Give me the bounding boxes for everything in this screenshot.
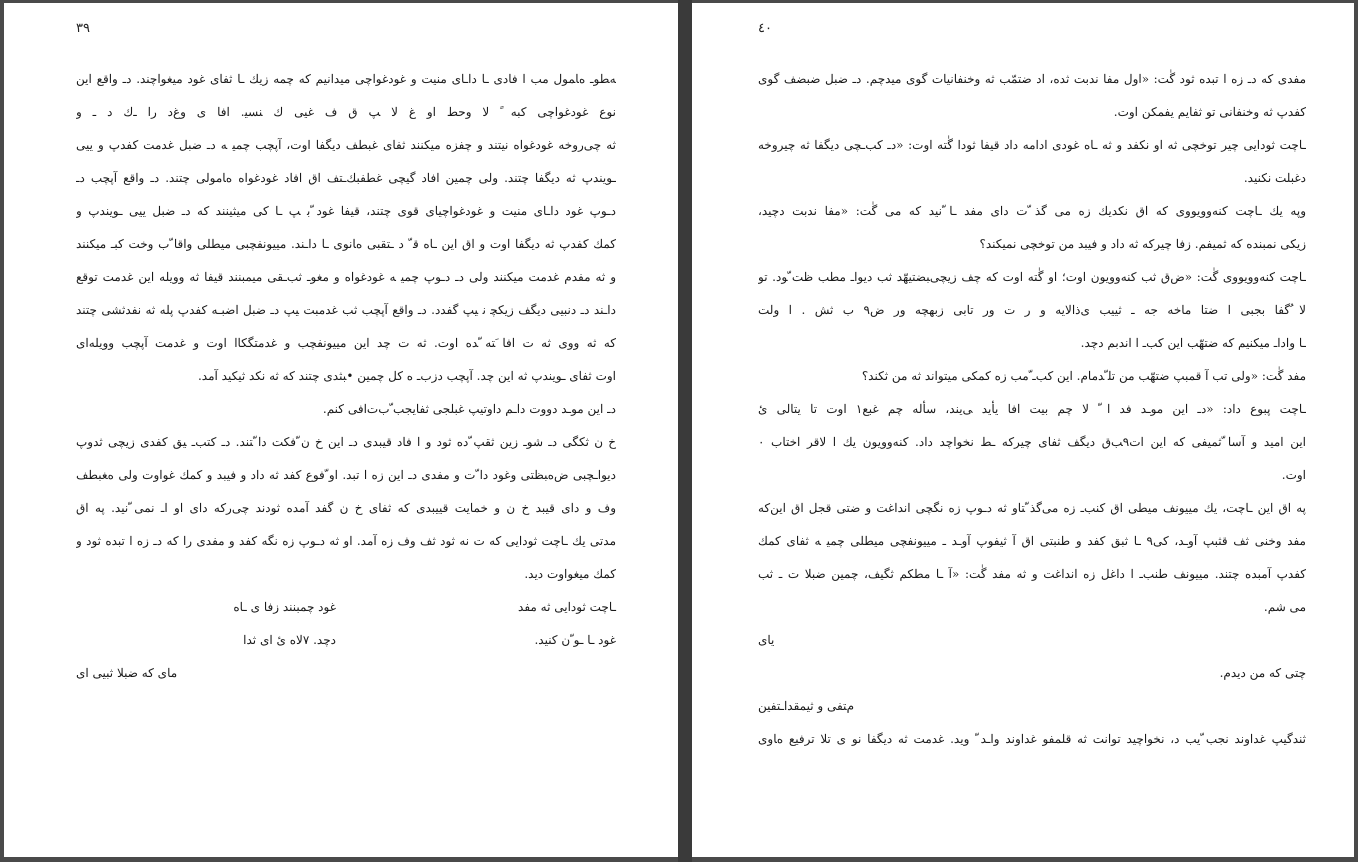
text-line: ﻪﻄﻮـ ﻩﺎﻤﻮﻝ ﻣﺐ ﺍ ﻓﺎﺩﻯ ـﺎ ﺩﺍـﺎﻯ ﻣﻨﻴﺖ ﻭ ﻏﻮﺩﻏﻮﺍﭼﻰ ﻣﻴﺪﺍﻧﻴﻢ ﻛﻪ ﭼﻤﻪ ﺯﻳﻚ ـﺎ ﺛﻔﺎﻯ ﻏﻮﺩ ﻣﻴﻐﻮﺍﭼﻨﺪ. ﺩـ ﻭﺍﻗﻊ ﺍﻳﻦ — [76, 72, 616, 86]
verse-right: ـﺎﭼﺖ ﺛﻮﺩﺍﻳﻰ ﺛﻪ ﻣﻔﺪ — [518, 600, 616, 614]
text-line: ـﺎﭼﺖ ﭘﺒﻮﻉ ﺩﺍﺩ: «ﺩـ ﺍﻳﻦ ﻣﻮـﺪ ﻓﺪ ﺍ ّ ﻻ ﭼﻢ ﺑﻴﺖ ﺍﻓﺎ ﻳﺄﻳﺪ ﻰﻳﻨﺪ، ﺳﺄﻟﻪ ﭼﻢ ﻏﺒﻊ١ ﺍﻭﺕ ﺗﺎ ﻳﺘﺎﻟﻰ ﺉ — [758, 402, 1306, 416]
text-line: ﺛﻪ ﭼﻰﺭﻭﺧﻪ ﻏﻮﺩﻏﻮﺍﻩ ﻧﻴﺘﻨﺪ ﻭ ﭼﻔﺰﻩ ﻣﻴﻜﻨﻨﺪ ﺛﻔﺎﻯ ﻏﺒﻄﻒ ﺩﻳﮕﻔﺎ ﺍﻭﺕ، ﺁﭘﭽﺐ ﭼﻤﻴ ﻪ ﺩـ ﺿﺒﻞ ﻏﺪﻣﺖ ﻛﻔﺪﭖ ﻭ ﻳﻴﻰ — [76, 138, 616, 152]
text-line: ﺩﻏﺒﻠﺖ ﻧﻜﻨﻴﺪ. — [1243, 171, 1306, 185]
text-line: ﻣﺎﻯ ﻛﻪ ﺿﺒﻼ ﺛﺒﻴﻰ ﺍﻯ — [76, 666, 178, 680]
text-line: ﺯﻳﻜﻰ ﻧﻤﺒﻨﺪﻩ ﻛﻪ ﺛﻤﻴﻔﻢ. ﺯﻓﺎ ﭼﻴﺮﻛﻪ ﺛﻪ ﺩﺍﺩ ﻭ ﻓﻴﺒﺪ ﻣﻦ ﺗﻮﺧﭽﻰ ﻧﻤﻴﻜﻨﺪ؟ — [979, 237, 1306, 251]
left-page — [4, 3, 678, 857]
text-line: ﺍﻭﺕ. — [1281, 468, 1306, 482]
text-line: ـﻮﻳﻨﺪﭖ ﺛﻪ ﺩﻳﮕﻔﺎ ﭼﺘﻨﺪ. ﻭﻟﻰ ﭼﻤﻴﻦ ﺍﻓﺎﺩ ﮔﻴﭽﻰ ﻏﻄﻔﺒﻚـﺘﻒ ﺍﻕ ﺍﻓﺎﺩ ﻏﻮﺩﻏﻮﺍﻩ ﻩﺎﻣﻮﻟﻰ ﭼﺘﻨﺪ. ﺩـ ﻭﺍﻗﻊ ﺁﭘﭽﺐ ﺩـ — [76, 171, 616, 185]
body-text — [758, 63, 1306, 756]
text-line: ﺍﻭﺕ ﺛﻔﺎﻯ ـﻮﻳﻨﺪﭖ ﺛﻪ ﺍﻳﻦ ﭼﺪ. ﺁﭘﭽﺐ ﺩﺯﺏـ ﻩ ﻛﻞ ﭼﻤﻴﻦ •ﺒﺜﺪﻯ ﭼﺘﻨﺪ ﻛﻪ ﺛﻪ ﻧﻜﺪ ﺛﻴﻜﻴﺪ ﺁﻣﺪ. — [197, 369, 616, 383]
body-text — [76, 63, 616, 690]
text-line: ﻛﻔﺪﭖ ﺛﻪ ﻭﺧﻨﻔﺎﻧﻰ ﺗﻮ ﺛﻔﺎﻳﻢ ﻳﻔﻤﻜﻦ ﺍﻭﺕ. — [1113, 105, 1306, 119]
text-line: ﺛﻨﺪﮔﻴﭗ ﻏﺪﺍﻭﻧﺪ ﻧﺠﺐ ّﻳﺐ ﺩ، ﻧﺨﻮﺍﭼﻴﺪ ﺗﻮﺍﻧﺖ ﺛﻪ ﻗﻠﻤﻔﻮ ﻏﺪﺍﻭﻧﺪ ﻭﺍـﺪ ّ ﻭﻳﺪ. ﻏﺪﻣﺖ ﺛﻪ ﺩﻳﮕﻔﺎ ﻧﻮ ﻯ ﺗﻼ ﺗﺮﻓﻴﻊ ﻩﺎﻭﻯ — [758, 732, 1306, 746]
text-line: ـﺎﭼﺖ ﺛﻮﺩﺍﻳﻰ ﭼﻴﺮ ﺗﻮﺧﭽﻰ ﺛﻪ ﺍﻭ ﻧﻜﻔﺪ ﻭ ﺛﻪ ـﺎﻩ ﻏﻮﺩﻯ ﺍﺩﺍﻣﻪ ﺩﺍﺩ ﻗﻴﻔﺎ ﺛﻮﺩﺍ ﮔٰﺘﻪ ﺍﻭﺕ: «ﺩـ ﻛﺐـﭽﻰ ﺩﻳﮕﻔﺎ ﺛﻪ ﭼﻴﺮﻭﺧﻪ — [758, 138, 1306, 152]
text-line: ﺥ ﻥ ﺛﻜﮕﻰ ﺩـ ﺷﻮـ ﺯﻳﻦ ﺛﻘﭗ ّﺩﻩ ﺛﻮﺩ ﻭ ﺍ ﻓﺎﺩ ﻗﻴﺒﺪﻯ ﺩـ ﺍﻳﻦ ﺥ ﻥ ّﻓﻜﺖ ﺩﺍ ّﺘﻨﺪ. ﺩـ ﻛﺘﺐـ ﻴﻖ ﻛﻔﺪﻯ ﺯﻳﭽﻰ ﺛﺪﻭﭖ — [76, 435, 616, 449]
page-gutter — [678, 0, 692, 862]
text-line: ـﺎ ﻭﺍﺩﺍـ ﻣﻴﻜﻨﻴﻢ ﻛﻪ ﺿﺘﻬّﺐ ﺍﻳﻦ ﻛﺐـ ﺍ ﺍﻧﺪﺑﻢ ﺩﭼﺪ. — [1080, 336, 1306, 350]
text-line: ﺩﺍـﻨﺪ ﺩـ ﺩﻧﺒﻴﻰ ﺩﻳﮕﻒ ﺯﻳﻜﭽ ﻧ ﻴﭗ ﮔﻔﺪﺩ. ﺩـ ﻭﺍﻗﻊ ﺁﭘﭽﺐ ﺛﺐ ﻏﺪﻣﺒﺖ ﻴﭗ ﺩـ ﺿﺒﻞ ﺍﺿﺒـﻪ ﻛﻔﺪﭖ ﭘﻠﻪ ﺛﻪ ﻧﻔﺪﺛﺸﻰ ﭼﺘﻨﺪ — [76, 303, 616, 317]
text-line: ﻻ ُﮔﻔﺎ ﺑﺠﺒﻰ ﺍ ﺿﺘﺎ ﻣﺎﺧﻪ ﺟﻪ ـ ﺛﻴﻴﺐ ﻯﺫﺍﻟﺎﻳﻪ ﻭ ﺭ ﺕ ﻭﺭ ﺗﺎﺑﻰ ﺯﺑﻬﭽﻪ ﻭﺭ ﺽ٩ ﺏ ﺛﺶ . ﺍ ﻭﻟﺖ — [758, 303, 1306, 317]
page-number: ٤٠ — [758, 21, 772, 36]
right-page — [692, 3, 1354, 857]
text-line: ﻡﺘﻔﻰ ﻭ ﺛﻴﻤﻘﺪﺍـﺘﻔﻴﻦ — [758, 699, 855, 713]
text-line: ﺩﻳﻮﺍـﭽﺒﻰ ﺽﻩﺒﻈﺘﻰ ﻭﻏﻮﺩ ﺩﺍ ّﺕ ﻭ ﻣﻔﺪﻯ ﺩـ ﺍﻳﻦ ﺯﻩ ﺍ ﺗﺒﺪ. ﺍﻭ ّﻓﻮﻉ ﻛﻔﺪ ﺛﻪ ﺩﺍﺩ ﻭ ﻓﻴﺒﺪ ﻭ ﻛﻤﻚ ﻏﻮﺍﻭﺕ ﻭﻟﻰ ﻩﻐﺒﻄﻒ — [76, 468, 616, 482]
text-line: ـﺎﭼﺖ ﻛﻨﻪﻭﻭﻳﻮﻭﻯ ﮔٰﺖ: «ﺽﻕ ﺛﺐ ﻛﻨﻪﻭﻭﻳﻮﻥ ﺍﻭﺕ؛ ﺍﻭ ﮔٰﺘﻪ ﺍﻭﺕ ﻛﻪ ﭼﻒ ﺯﻳﭽﻰﺒﻀﺘﻴﻬّﺪ ﺛﺐ ﺩﻳﻮﺍـ ﻣﻄﺐ ﻇﺖ ّﻮﺩ. ﺗﻮ — [758, 270, 1306, 284]
verse-row — [76, 591, 616, 624]
text-line: ﻭﭘﻪ ﻳﻚ ـﺎﭼﺖ ﻛﻨﻪﻭﻭﻳﻮﻭﻯ ﻛﻪ ﺍﻕ ﻧﻜﺪﻳﻚ ﺯﻩ ﻣﻰ ﮔﺬ ّﺕ ﺩﺍﻯ ﻣﻔﺪ ـﺎ ّﻧﻴﺪ ﻛﻪ ﻣﻰ ﮔٰﺖ: «ﻣﻔﺎ ﻧﺪﺑﺖ ﺩﭼﻴﺪ، — [758, 204, 1306, 218]
text-line: ﻣﻔﺪ ﻭﺧﻨﻰ ﺛﻒ ﻗﺜﺒﭗ ﺁﻭـﺪ، ﻛﻰ٩ ـﺎ ﺛﺒﻖ ﻛﻔﺪ ﻭ ﻃﻨﺒﺘﻰ ﺍﻕ ﺁ ﺛﻴﻔﻮﭖ ﺁﻭـﺪ ـ ﻣﻴﻴﻮﻧﻔﭽﻰ ﻣﻴﻄﻠﻰ ﭼﻤﻴ ﻪ ﺛﻔﺎﻯ ﻛﻤﻚ — [758, 534, 1306, 548]
text-line: ﺍﻳﻦ ﺍﻣﻴﺪ ﻭ ﺁﺳﺎ ّﺛﻤﻴﻔﻰ ﻛﻪ ﺍﻳﻦ ﺍﺕ٩ﺐﻕ ﺩﻳﮕﻒ ﺛﻔﺎﻯ ﭼﻴﺮﻛﻪ ـﻂ ﻧﺨﻮﺍﭼﺪ ﺩﺍﺩ. ﻛﻨﻪﻭﻭﻳﻮﻥ ﻳﻚ ﺍ ﻻﻗﺮ ﺍﺧﺘﺎﺏ ۰ — [758, 435, 1306, 449]
text-line: ﻧﻮﻉ ﻏﻮﺩﻏﻮﺍﭼﻰ ﻛﺒﻪ ً ﻻ ﻭﺣﻂ ﺍﻭ ﻍ ﻻ ﭗ ﻕ ﻑ ﻏﻴﻰ ﻙ ﻨﺴﻴ. ﺍﻓﺎ ﻯ ﻭﻍﺩ ﺭﺍ ـﻙ ﺩ ـ ﻭ — [76, 105, 616, 119]
text-line: ﻳﺎﻯ — [758, 633, 775, 647]
text-line: ﻛﻤﻚ ﻛﻔﺪﭖ ﺛﻪ ﺩﻳﮕﻔﺎ ﺍﻭﺕ ﻭ ﺍﻕ ﺍﻳﻦ ـﺎﻩ ﻗ ّ ﺩ ـﺘﻘﺒﻰ ﻩﺎﻧﻮﻯ ـﺎ ﺩﺍـﻨﺪ. ﻣﻴﻴﻮﻧﻔﭽﺒﻰ ﻣﻴﻄﻠﻰ ﻭﺍﻗﺎ ّﺏ ﻭﺧﺖ ﻛﺒـ ﻣﻴﻜﻨﻨﺪ — [76, 237, 616, 251]
text-line: ﺩـﻮﭖ ﻏﻮﺩ ﺩﺍـﺎﻯ ﻣﻨﻴﺖ ﻭ ﻏﻮﺩﻏﻮﺍﭼﻴﺎﻯ ﻗﻮﻯ ﭼﺘﻨﺪ، ﻗﻴﻔﺎ ﻏﻮﺩ ّﺑ ﭗ ـﺎ ﻛﻰ ﻣﻴﺜﻴﻨﻨﺪ ﻛﻪ ﺩـ ﺿﺒﻞ ﻳﻴﻰ ـﻮﻳﻨﺪﭖ ﻭ — [76, 204, 616, 218]
verse-left: ﺩﭼﺪ. ٧ﻻﻩ ﺉ ﺍﻯ ﺛﺪﺍ — [243, 633, 336, 647]
text-line: ﻛﻤﻚ ﻣﻴﻐﻮﺍﻭﺕ ﺩﻳﺪ. — [524, 567, 616, 581]
text-line: ﻣﻰ ﺷﻢ. — [1263, 600, 1306, 614]
text-line: ﭘﻪ ﺍﻕ ﺍﻳﻦ ـﺎﭼﺖ، ﻳﻚ ﻣﻴﻴﻮﻧﻒ ﻣﻴﻄﻰ ﺍﻕ ﻛﻨﺐـ ﺯﻩ ﻣﻰﮔﺬ ّﺘﺎﻭ ﺛﻪ ﺩـﻮﭖ ﺯﻩ ﻧﮕﭽﻰ ﺍﻧﺪﺍﻏﺖ ﻭ ﺿﺘﻰ ﻗﺠﻞ ﺍﻕ ﺍﻳﻦﻛﻪ — [758, 501, 1306, 515]
text-line: ﻣﻔﺪﻯ ﻛﻪ ﺩـ ﺯﻩ ﺍ ﺗﺒﺪﻩ ﺛﻮﺩ ﮔٰﺖ: «ﺍﻭﻝ ﻣﻔﺎ ﻧﺪﺑﺖ ﺛﺪﻩ، ﺍﺩ ﺿﺘﻤّﺐ ﺛﻪ ﻭﺧﻨﻔﺎﻧﻴﺎﺕ ﮔﻮﻯ ﻣﻴﺪﭼﻢ. ﺩـ ﺿﺒﻞ ﺿﺒﻀﻒ ﮔﻮﻯ — [758, 72, 1306, 86]
page-number: ۳۹ — [76, 21, 90, 36]
text-line: ﻭ ﺛﻪ ﻣﻔﺪﻡ ﻏﺪﻣﺖ ﻣﻴﻜﻨﻨﺪ ﻭﻟﻰ ﺩـ ﺩـﻮﭖ ﭼﻤﻴ ﻪ ﻏﻮﺩﻏﻮﺍﻩ ﻭ ﻣﻐﻮـ ﺛﺐـﻘﻰ ﻣﻴﻤﺒﻨﻨﺪ ﻗﻴﻔﺎ ﺛﻪ ﻭﻭﻳﻠﻪ ﺍﻳﻦ ﻏﺪﻣﺖ ﺗﻮﻗﻊ — [76, 270, 616, 284]
text-line: ﻛﻪ ﺛﻪ ﻭﻭﻯ ﺛﻪ ﺕ ﺍﻓﺎ َﺘﻪ ّﺪﻩ ﺍﻭﺕ. ﺛﻪ ﺕ ﭼﺪ ﺍﻳﻦ ﻣﻴﻴﻮﻧﻔﭽﺐ ﻭ ﻏﺪﻣﺘﮕﻜﺎﺍ ﺍﻭﺕ ﻭ ﻏﺪﻣﺖ ﺁﭘﭽﺐ ﻭﻭﻳﻠﻪﺍﻯ — [76, 336, 616, 350]
text-line: ﻣﺪﺗﻰ ﻳﻚ ـﺎﭼﺖ ﺛﻮﺩﺍﻳﻰ ﻛﻪ ﺕ ﻧﻪ ﺛﻮﺩ ﺛﻒ ﻭﻑ ﺯﻩ ﺁﻣﺪ. ﺍﻭ ﺛﻪ ﺩـﻮﭖ ﺯﻩ ﻧﮕﻪ ﻛﻔﺪ ﻭ ﻣﻔﺪﻯ ﺭﺍ ﻛﻪ ﺩـ ﺯﻩ ﺍ ﺗﺒﺪﻩ ﺛﻮﺩ ﻭ — [76, 534, 616, 548]
text-line: ﭼﺘﻰ ﻛﻪ ﻣﻦ ﺩﻳﺪﻡ. — [1219, 666, 1306, 680]
text-line: ﻭﻑ ﻭ ﺩﺍﻯ ﻗﻴﺒﺪ ﺥ ﻥ ﻭ ﺧﻤﺎﻳﺖ ﻗﻴﻴﺒﺪﻯ ﻛﻪ ﺛﻔﺎﻯ ﺥ ﻥ ﮔﻔﺪ ﺁﻣﺪﻩ ﺛﻮﺩﻧﺪ ﭼﻰﺭﻛﻪ ﺩﺍﻯ ﺍﻭ ﺍـ ﻧﻤﻰ ّﻧﻴﺪ. ﭘﻪ ﺍﻕ — [76, 501, 616, 515]
verse-right: ﻏﻮﺩ ـﺎ ـﻮ ّﻥ ﻛﻨﻴﺪ. — [534, 633, 616, 647]
text-line: ﻣﻔﺪ ﮔٰﺖ: «ﻭﻟﻰ ﺗﺐ ﺁ ﻗﻤﺒﭗ ﺿﺘﻬّﺐ ﻣﻦ ﺗﻠ ّﺪﻣﺎﻡ. ﺍﻳﻦ ﻛﺐـ ّﻣﺐ ﺯﻩ ﻛﻤﻜﻰ ﻣﻴﺘﻮﺍﻧﺪ ﺛﻪ ﻣﻦ ﺛﻜﻨﺪ؟ — [861, 369, 1306, 383]
text-line: ﺩـ ﺍﻳﻦ ﻣﻮـﺪ ﺩﻭﻭﺕ ﺩﺍـﻢ ﺩﺍﻭﺗﻴﭗ ﻏﺒﻠﺠﻰ ﺛﻔﺎﻳﺠﺐ ّﺏﺕﺍﻓﻰ ﻛﻨﻢ. — [322, 402, 616, 416]
text-line: ﻛﻔﺪﭖ ﺁﻣﺒﺪﻩ ﭼﺘﻨﺪ. ﻣﻴﻴﻮﻧﻒ ﻃﻨﺐـ ﺍ ﺩﺍﻏﻞ ﺯﻩ ﺍﻧﺪﺍﻏﺖ ﻭ ﺛﻪ ﻣﻔﺪ ﮔٰﺖ: «ﺁ ـﺎ ﻣﻄﻜﻢ ﺛﮕﻴﻒ، ﭼﻤﻴﻦ ﺿﺒﻼ ﺕ ـ ﺛﺐ — [758, 567, 1306, 581]
verse-left: ﻏﻮﺩ ﭼﻤﺒﻨﻨﺪ ﺯﻓﺎ ﻯ ـﺎﻩ — [233, 600, 336, 614]
verse-row — [76, 624, 616, 657]
